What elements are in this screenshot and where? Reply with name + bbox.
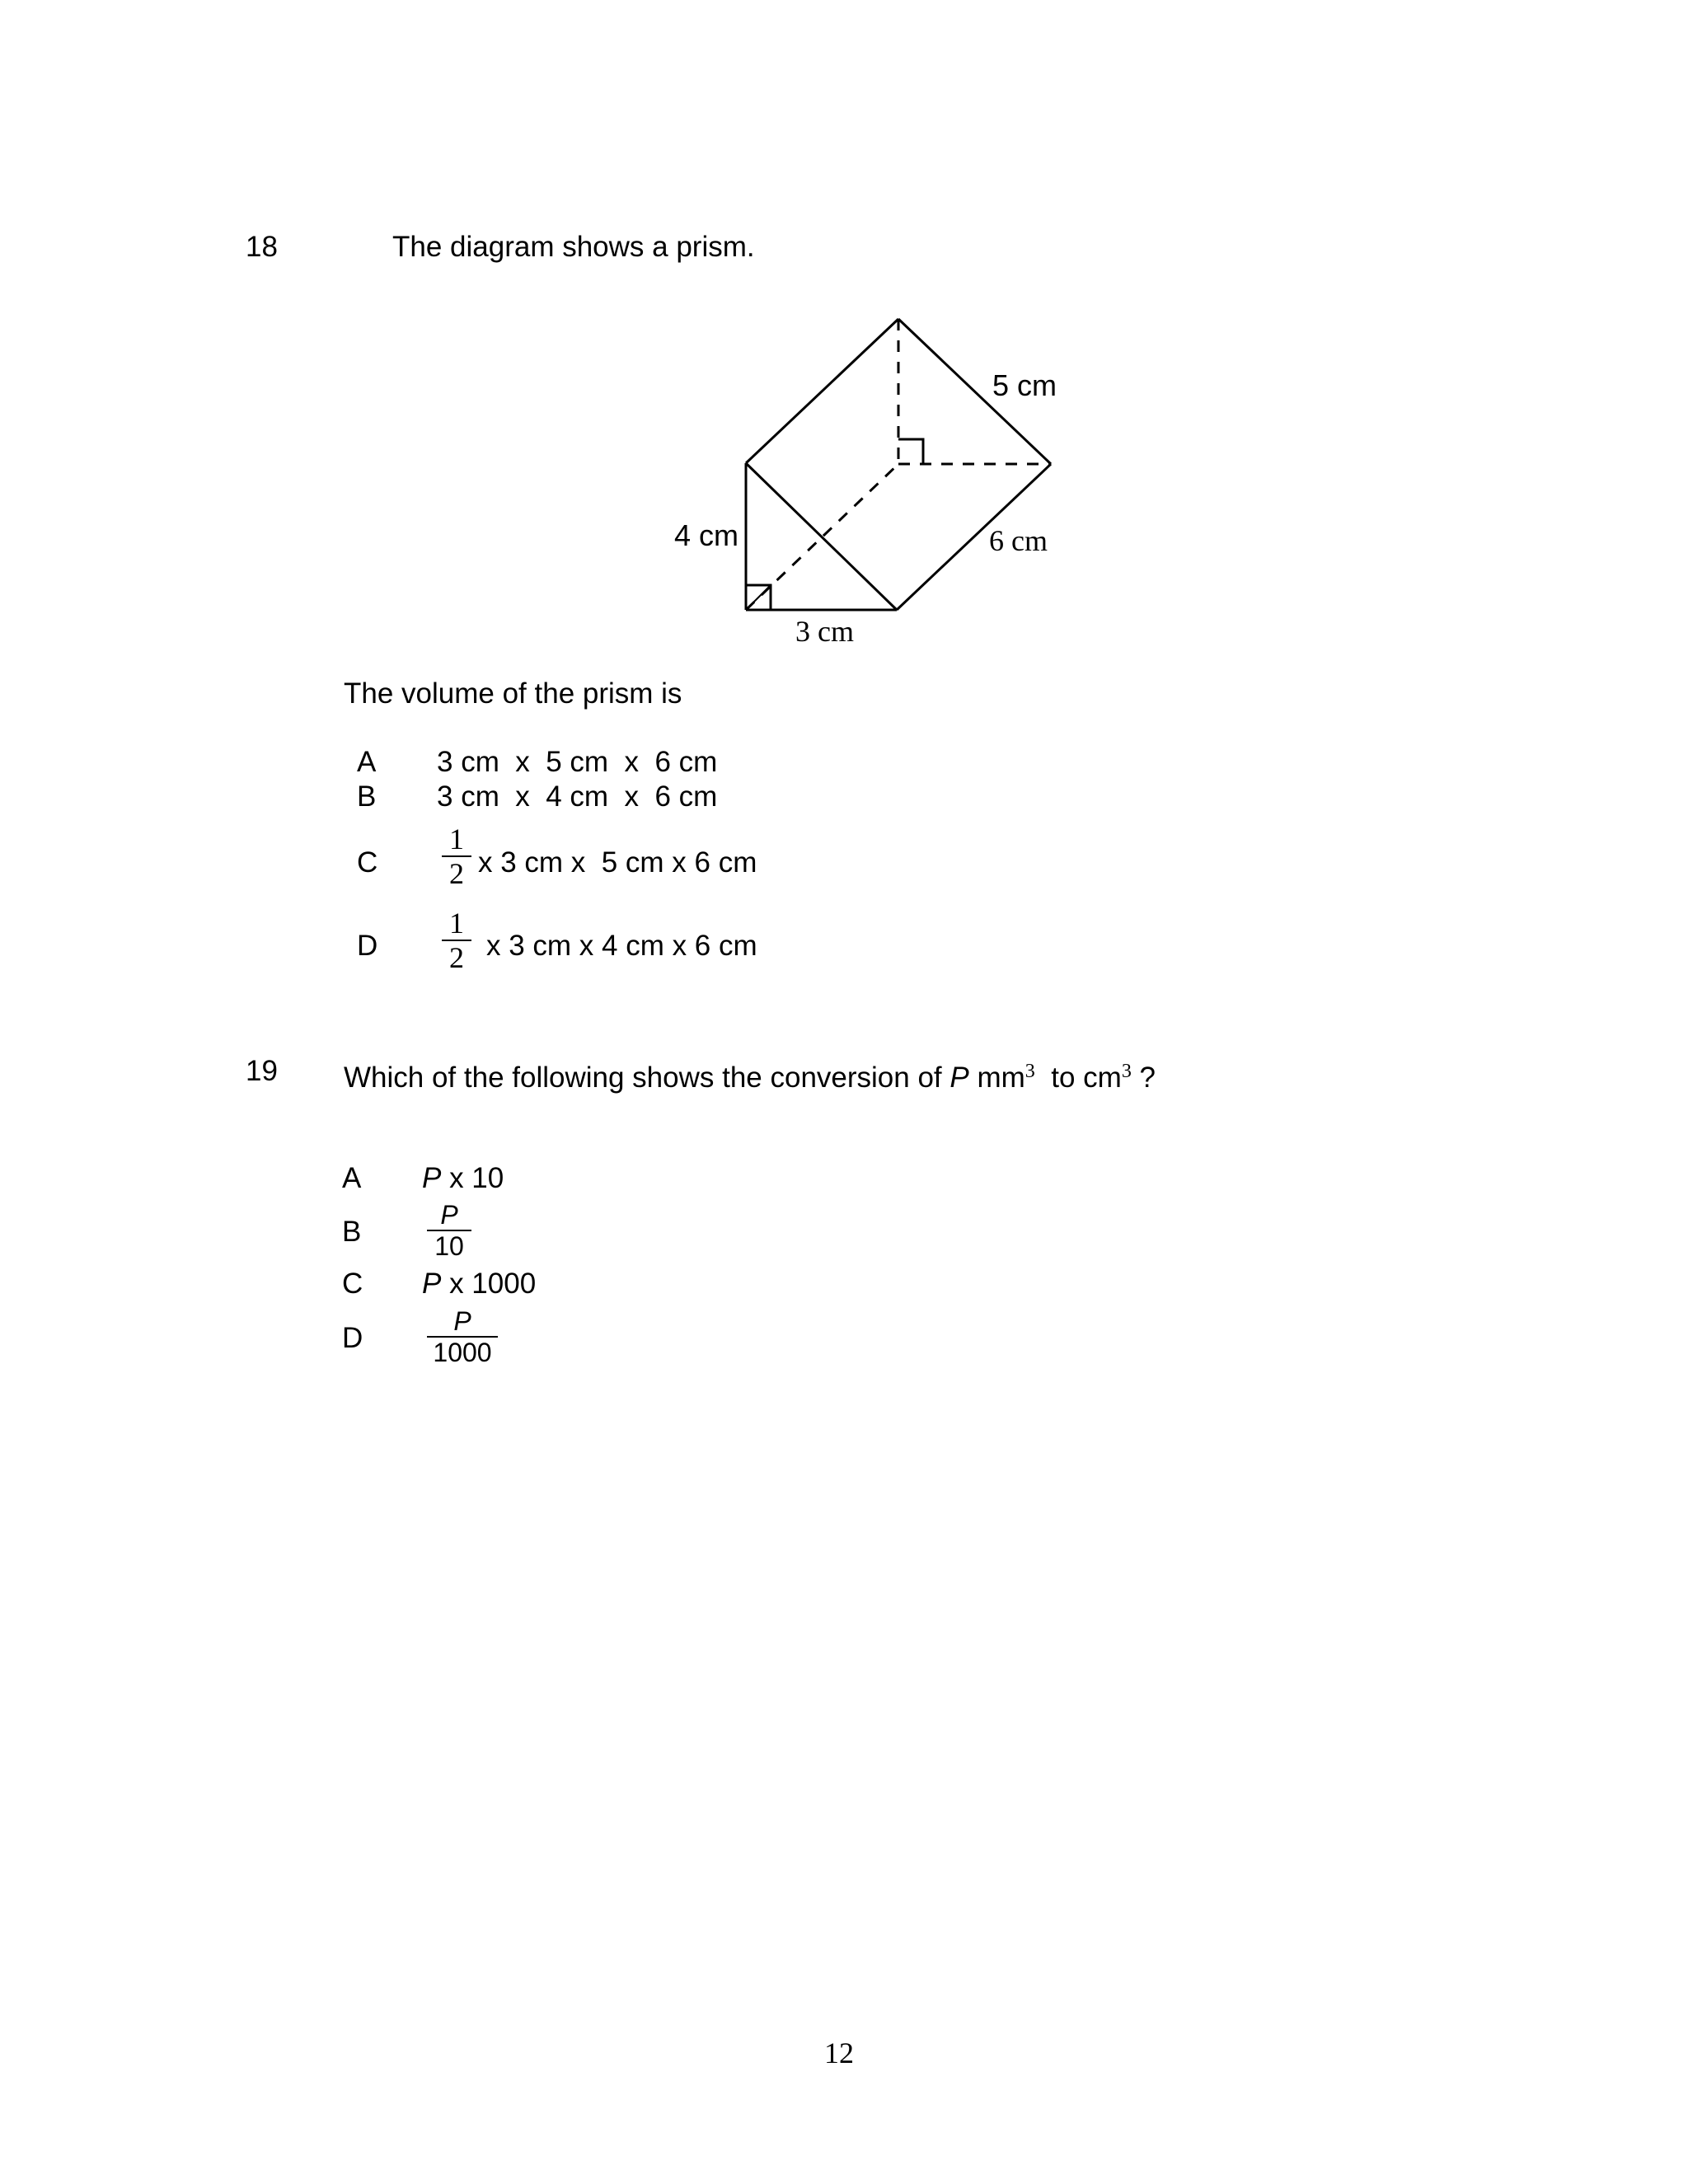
q19-option-d-letter: D xyxy=(342,1322,363,1354)
q18-prompt: The diagram shows a prism. xyxy=(392,231,755,263)
q19-option-b-fraction xyxy=(427,1202,471,1259)
q19-option-a-letter: A xyxy=(342,1162,362,1194)
q18-option-c-text: x 3 cm x 5 cm x 6 cm xyxy=(478,846,757,879)
fraction-denominator: 2 xyxy=(449,941,464,974)
fraction-denominator: 10 xyxy=(434,1231,464,1261)
fraction-numerator: 1 xyxy=(449,823,464,855)
q19-option-b-letter: B xyxy=(342,1216,362,1248)
q18-number: 18 xyxy=(246,231,278,263)
right-angle-mark-back xyxy=(898,439,923,464)
q19-prompt: Which of the following shows the conversion of P $mm^3$ to $cm^3$ ? xyxy=(344,1061,1156,1094)
fraction-numerator: P xyxy=(453,1306,471,1336)
q18-option-d-text: x 3 cm x 4 cm x 6 cm xyxy=(486,930,757,962)
page-number: 12 xyxy=(824,2036,854,2069)
q19-option-d-fraction xyxy=(427,1308,498,1366)
q18-option-b-text: 3 cm x 4 cm x 6 cm xyxy=(437,780,718,813)
q18-option-c-fraction xyxy=(442,824,471,888)
q18-stem: The volume of the prism is xyxy=(344,677,682,710)
q18-option-a-text: 3 cm x 5 cm x 6 cm xyxy=(437,746,718,778)
label-5cm: 5 cm xyxy=(992,368,1057,402)
q19-option-c-text: P x 1000 xyxy=(422,1268,537,1300)
q19-number: 19 xyxy=(246,1055,278,1087)
fraction-denominator: 1000 xyxy=(433,1338,492,1367)
q19-option-a-text: P x 10 xyxy=(422,1162,504,1194)
label-3cm: 3 cm xyxy=(795,615,854,648)
prism-diagram xyxy=(643,305,1104,668)
q18-option-c-letter: C xyxy=(357,846,378,879)
q19-option-c-letter: C xyxy=(342,1268,363,1300)
prism-edge-top-left xyxy=(746,319,898,463)
fraction-denominator: 2 xyxy=(449,857,464,890)
label-6cm: 6 cm xyxy=(989,524,1048,557)
fraction-numerator: 1 xyxy=(449,907,464,940)
fraction-numerator: P xyxy=(440,1200,458,1230)
q18-option-d-fraction xyxy=(442,908,471,972)
label-4cm: 4 cm xyxy=(674,518,739,552)
q18-option-d-letter: D xyxy=(357,930,378,962)
q18-option-a-letter: A xyxy=(357,746,377,778)
q18-option-b-letter: B xyxy=(357,780,377,813)
